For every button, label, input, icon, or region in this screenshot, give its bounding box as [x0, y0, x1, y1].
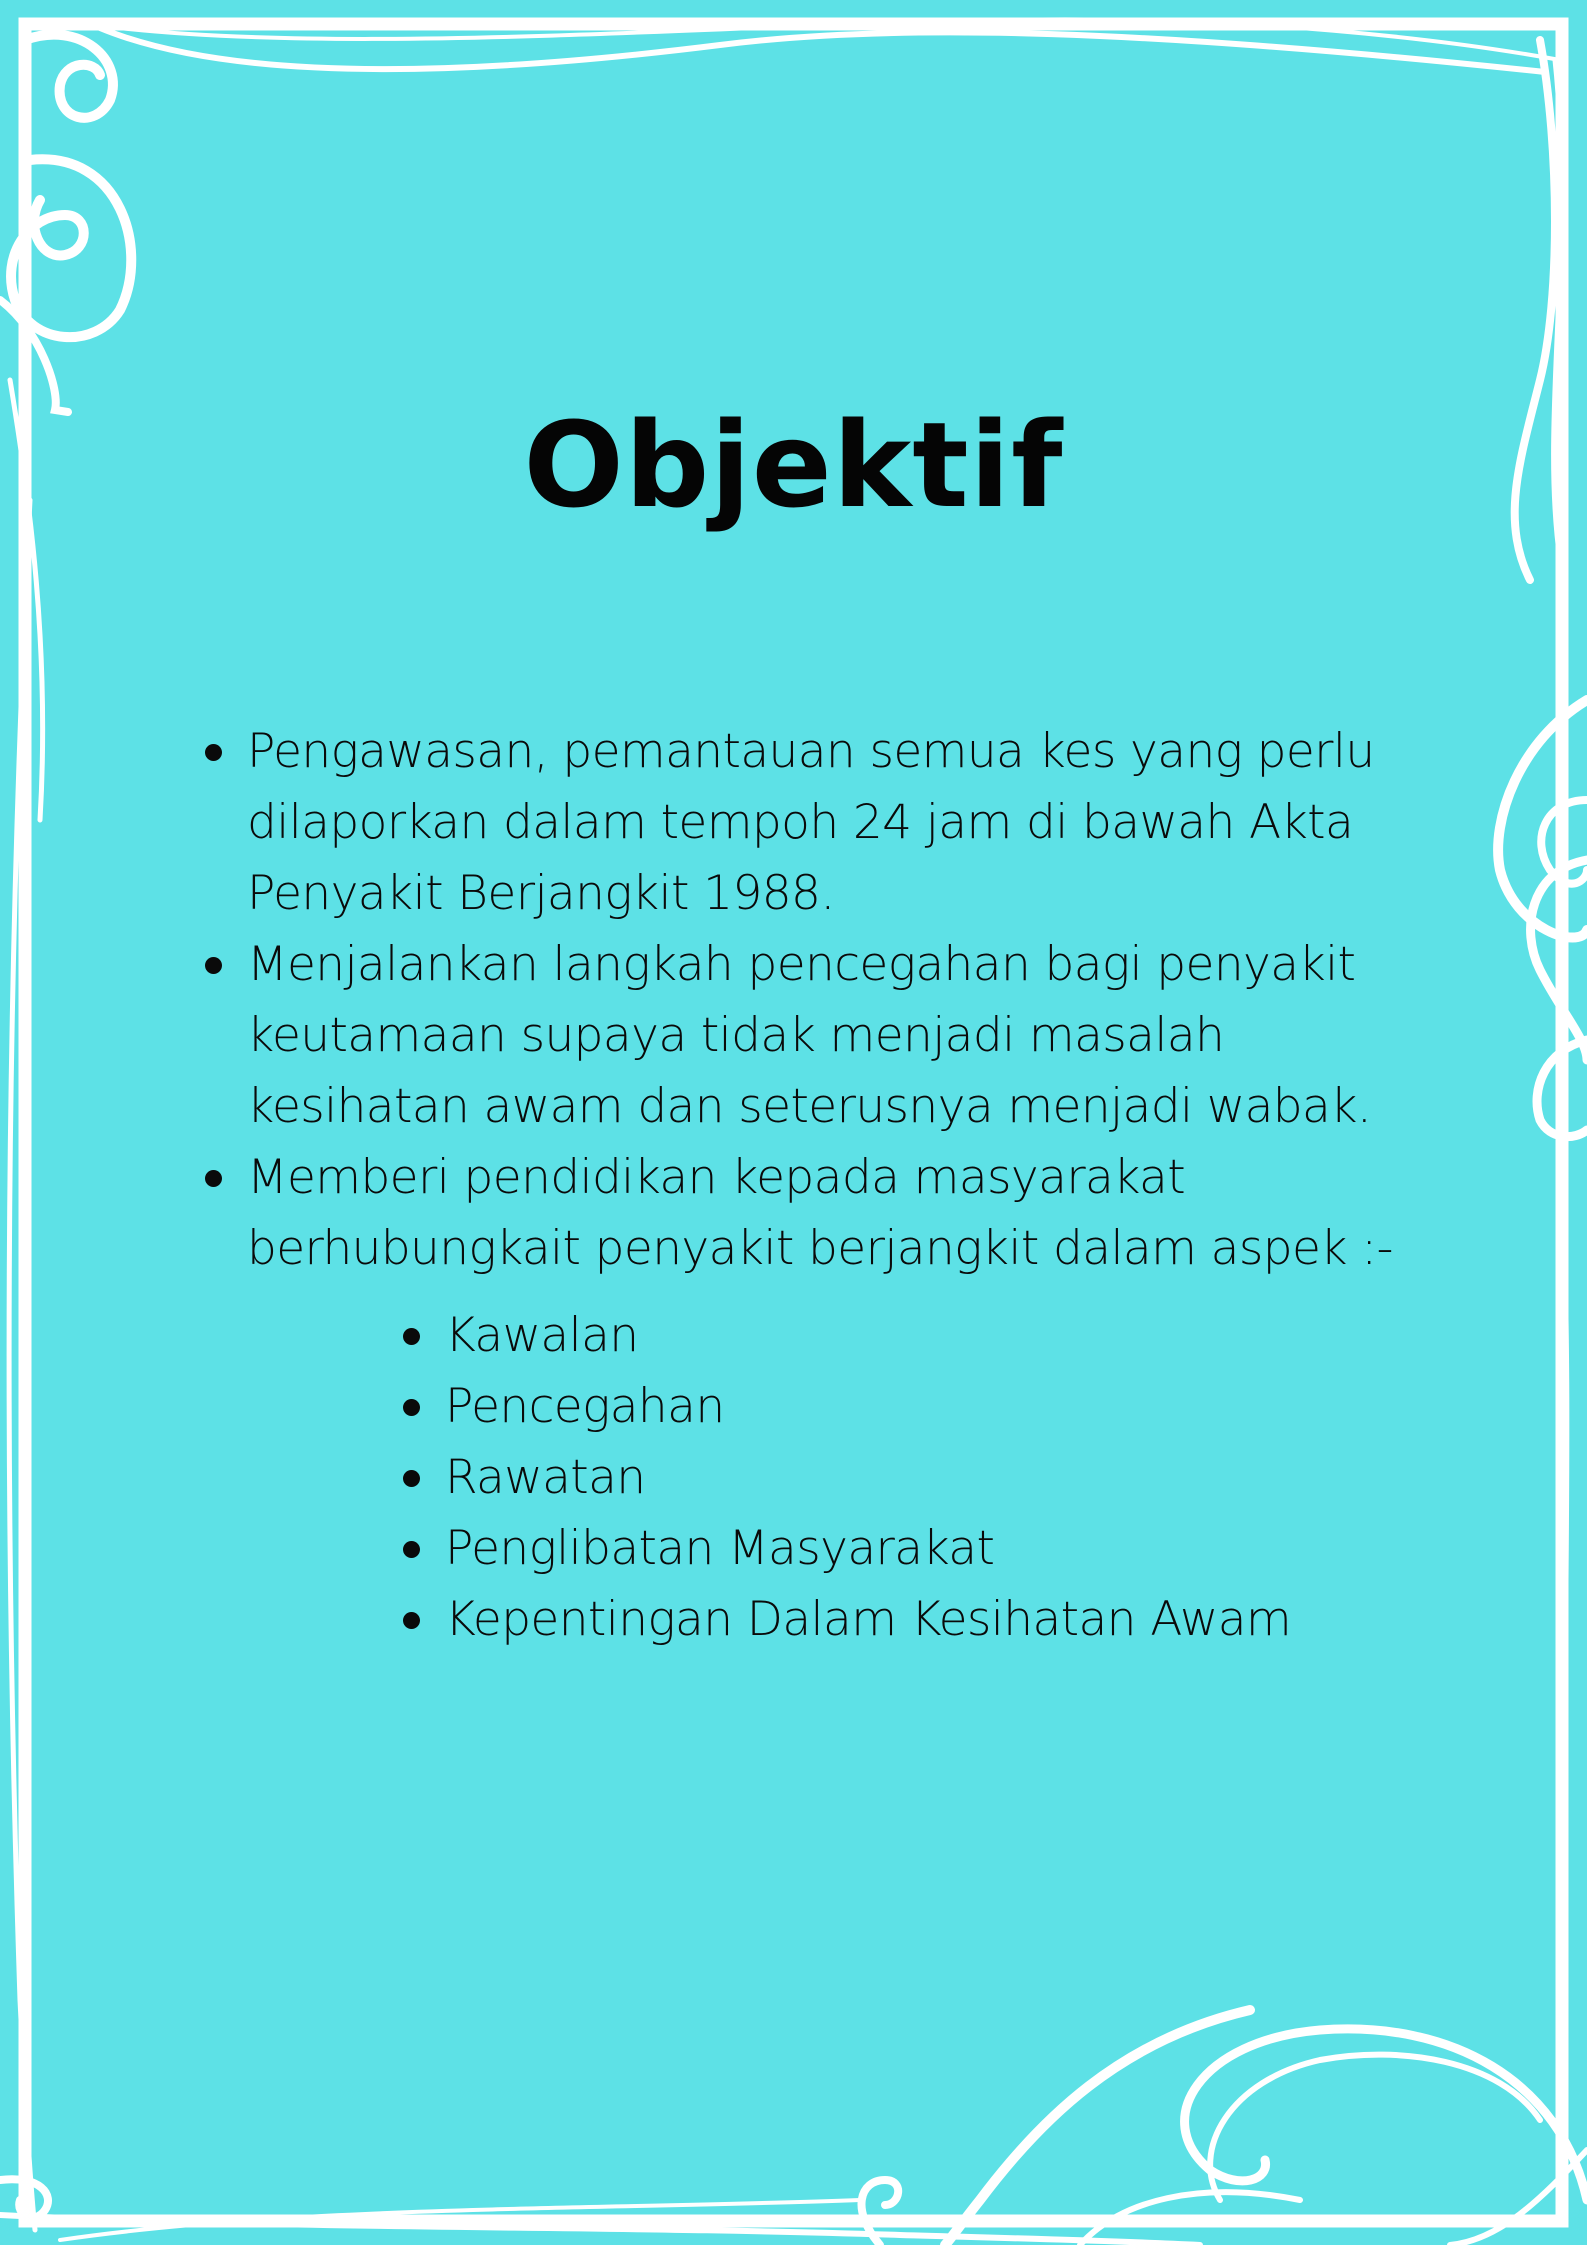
objective-text-line: Pengawasan, pemantauan semua kes yang perlu	[247, 724, 1375, 779]
bullet-icon	[205, 957, 222, 974]
aspect-item	[393, 1371, 1425, 1442]
aspect-label: Kepentingan Dalam Kesihatan Awam	[445, 1592, 1292, 1647]
objective-text-line: Menjalankan langkah pencegahan bagi penyakit	[247, 937, 1356, 992]
objective-item	[195, 929, 1425, 1142]
objective-item	[195, 716, 1425, 929]
objective-list-container	[195, 716, 1425, 1655]
objective-list	[195, 716, 1425, 1655]
bullet-icon	[403, 1399, 420, 1416]
aspect-list	[247, 1300, 1425, 1655]
aspect-label: Kawalan	[445, 1308, 639, 1363]
bullet-icon	[403, 1328, 420, 1345]
aspect-item	[393, 1300, 1425, 1371]
aspect-label: Penglibatan Masyarakat	[445, 1521, 995, 1576]
aspect-item	[393, 1442, 1425, 1513]
aspect-label: Pencegahan	[445, 1379, 725, 1434]
bullet-icon	[403, 1541, 420, 1558]
objective-text-line: kesihatan awam dan seterusnya menjadi wabak.	[247, 1079, 1372, 1134]
objective-text-line: dilaporkan dalam tempoh 24 jam di bawah Akta	[247, 795, 1354, 850]
bullet-icon	[205, 744, 222, 761]
objective-text-line: Memberi pendidikan kepada masyarakat	[247, 1150, 1186, 1205]
aspect-item	[393, 1513, 1425, 1584]
objective-text-line: berhubungkait penyakit berjangkit dalam aspek :-	[247, 1221, 1393, 1276]
objective-text-line: Penyakit Berjangkit 1988.	[247, 866, 835, 921]
bullet-icon	[403, 1612, 420, 1629]
bullet-icon	[205, 1170, 222, 1187]
aspect-label: Rawatan	[445, 1450, 646, 1505]
page-title: Objektif	[523, 396, 1064, 534]
bullet-icon	[403, 1470, 420, 1487]
objective-text-line: keutamaan supaya tidak menjadi masalah	[247, 1008, 1225, 1063]
aspect-item	[393, 1584, 1425, 1655]
objective-item	[195, 1142, 1425, 1655]
